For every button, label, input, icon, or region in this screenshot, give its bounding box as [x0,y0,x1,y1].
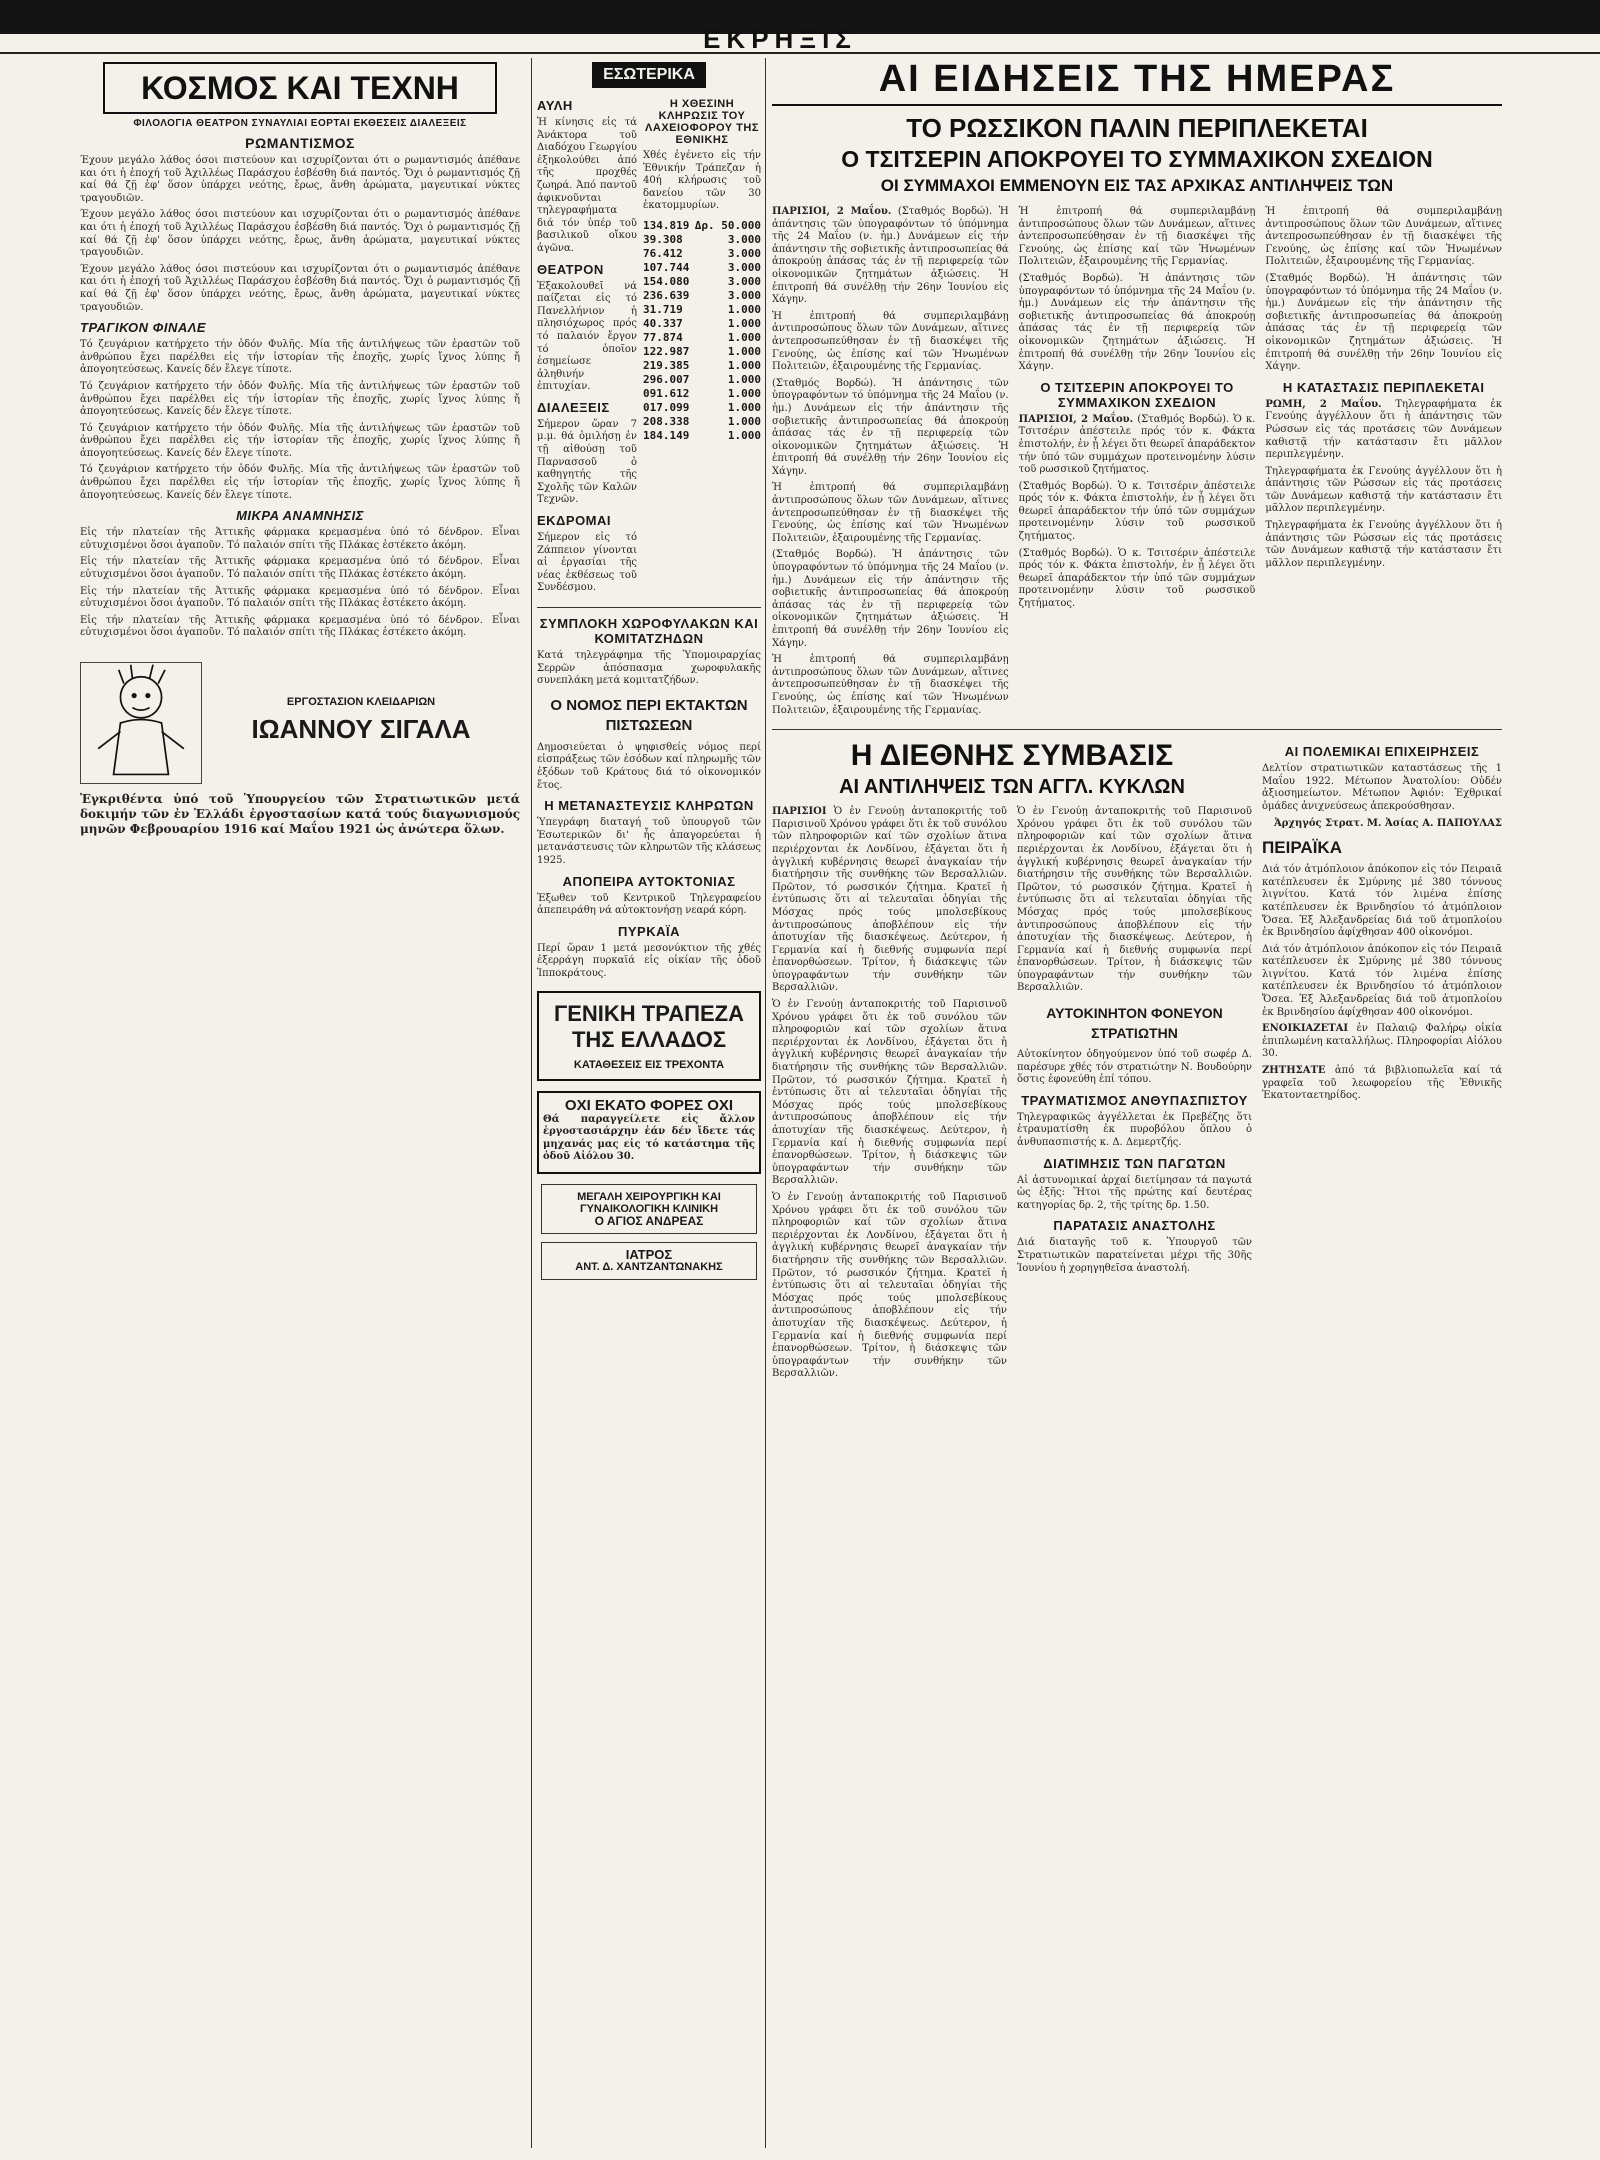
article-body-small-memory-cont: Εἰς τήν πλατείαν τῆς Ἀττικῆς φάρμακα κρεμασμένα ὑπό τό δένδρον. Εἶναι εὐτυχισμένοι ὅσοι ἀγαποῦν. Τό παλαιόν σπίτι τῆς Πλάκας ἐστέκετο ἀκόμη. [80,585,520,610]
lottery-row [643,415,761,429]
lottery-prize: 1.000 [727,344,761,358]
news-body-cont: (Σταθμός Βορδώ). Ἡ ἀπάντησις τῶν ὑπογραφόντων τό ὑπόμνημα τῆς 24 Μαΐου (ν. ἡμ.) Δυνάμεων εἰς τήν ἀπάντησιν τῆς σοβιετικῆς ἀντιπροσωπείας θά ἀποκρούῃ ἀπάσας τάς ἐν τῇ περιφερείᾳ τῶν οἰκονομικῶν ζητημάτων ἀξιώσεις. Ἡ ἐπιτροπή θά συνέλθῃ τήν 26ην Ἰουνίου εἰς Χάγην. [772,549,1009,649]
headline-chicherin: Ο ΤΣΙΤΣΕΡΙΝ ΑΠΟΚΡΟΥΕΙ ΤΟ ΣΥΜΜΑΧΙΚΟΝ ΣΧΕΔΙΟΝ [841,146,1433,172]
lottery-number: 236.639 [643,288,690,302]
doctor-ad-name: ΑΝΤ. Δ. ΧΑΝΤΖΑΝΤΩΝΑΚΗΣ [575,1260,723,1273]
article-title-romanticism: ΡΩΜΑΝΤΙΣΜΟΣ [245,135,355,151]
article-body-tragic-finale-cont: Τό ζευγάριον κατήρχετο τήν ὁδόν Φυλῆς. Μία τῆς ἀντιλήψεως τῶν ἐραστῶν τοῦ ἀνθρώπου ἔχει παρέλθει εἰς τήν ἱστορίαν τῆς ἐποχῆς, χωρίς ἴχνος λύπης ἤ ἀπογοητεύσεως. Κανείς δέν ἔλεγε τίποτε. [80,380,520,418]
law-title: Ο ΝΟΜΟΣ ΠΕΡΙ ΕΚΤΑΚΤΩΝ ΠΙΣΤΩΣΕΩΝ [550,696,748,734]
news-body-cont: (Σταθμός Βορδώ). Ἡ ἀπάντησις τῶν ὑπογραφόντων τό ὑπόμνημα τῆς 24 Μαΐου (ν. ἡμ.) Δυνάμεων εἰς τήν ἀπάντησιν τῆς σοβιετικῆς ἀντιπροσωπείας θά ἀποκρούῃ ἀπάσας τάς ἐν τῇ περιφερείᾳ τῶν οἰκονομικῶν ζητημάτων ἀξιώσεις. Ἡ ἐπιτροπή θά συνέλθῃ τήν 26ην Ἰουνίου εἰς Χάγην. [1018,272,1256,373]
for-rent-title: ΕΝΟΙΚΙΑΖΕΤΑΙ [1262,1023,1349,1035]
lottery-prize: 1.000 [727,302,761,316]
military-ops-title: ΑΙ ΠΟΛΕΜΙΚΑΙ ΕΠΙΧΕΙΡΗΣΕΙΣ [1284,744,1480,760]
theatre-title: ΘΕΑΤΡΟΝ [537,261,604,277]
theatre-body: Ἐξακολουθεῖ νά παίζεται εἰς τό Πανελλήνιον ἡ πλησιόχωρος πρός τό παλαιόν ἔργον τό ὁποῖον ἐσημείωσε ἀληθινήν ἐπιτυχίαν. [537,280,637,393]
lottery-prize: 1.000 [727,400,761,414]
article-body-small-memory-cont: Εἰς τήν πλατείαν τῆς Ἀττικῆς φάρμακα κρεμασμένα ὑπό τό δένδρον. Εἶναι εὐτυχισμένοι ὅσοι ἀγαποῦν. Τό παλαιόν σπίτι τῆς Πλάκας ἐστέκετο ἀκόμη. [80,614,520,639]
lottery-row [643,429,761,443]
news-body: Ὁ ἐν Γενούῃ ἀνταποκριτής τοῦ Παρισινοῦ Χρόνου γράφει ὅτι ἐκ τοῦ συνόλου τῶν πληροφοριῶν καί τῶν σχολίων ἅτινα περιέρχονται ἐκ Λονδίνου, ἐξάγεται ὅτι ἡ ἀγγλική κυβέρνησις θεωρεῖ ἀναγκαίαν τήν διατήρησιν τῆς συνθήκης τῶν Βερσαλλιῶν. Πρῶτον, τό ρωσσικόν ζήτημα. Κρατεῖ ἡ ἐντύπωσις ὅτι αἱ τελευταῖαι ὁδηγίαι τῆς Μόσχας πρός τούς μπολσεβίκους ἀντιπροσώπους ἀποβλέπουν εἰς τήν ἀποτυχίαν τῆς διασκέψεως. Δεύτερον, ἡ Γερμανία καί ἡ διεθνής συμφωνία περί ἐπανορθώσεων. Τρίτον, ἡ διάσκεψις τῶν ὑπογραφάντων τήν συνθήκην τῶν Βερσαλλιῶν. [772,806,1007,994]
lottery-number: 134.819 [643,218,690,232]
bank-ad [537,991,761,1081]
lottery-row [643,289,761,303]
court-news-body: Ἡ κίνησις εἰς τά Ἀνάκτορα τοῦ Διαδόχου Γεωργίου ἐξηκολούθει ἀπό τῆς προχθές ζωηρά. Ἀπό παντοῦ ἀφικνοῦνται τηλεγραφήματα διά τόν ὑπέρ τοῦ βασιλικοῦ οἴκου ἀγῶνα. [537,117,637,254]
lottery-row [643,359,761,373]
lottery-number: 091.612 [643,386,690,400]
fires-title: ΠΥΡΚΑΪΑ [617,923,680,939]
dateline: ΠΑΡΙΣΙΟΙ, 2 Μαΐου. [772,206,892,217]
divider [537,607,761,608]
subhead-situation: Η ΚΑΤΑΣΤΑΣΙΣ ΠΕΡΙΠΛΕΚΕΤΑΙ [1282,379,1485,395]
lottery-row [643,387,761,401]
lock-ad-text: Ἐγκριθέντα ὑπό τοῦ Ὑπουργείου τῶν Στρατιωτικῶν μετά δοκιμήν τῶν ἐν Ἑλλάδι ἐργοστασίων κατά τούς διαγωνισμούς μηνῶν Φεβρουαρίου 1916 καί Μαΐου 1921 ὡς ἀνώτερα ὅλων. [80,792,520,836]
no-ad-body: Θά παραγγείλετε εἰς ἄλλον ἐργοστασιάρχην ἐάν δέν ἴδετε τάς μηχανάς μας εἰς τό κατάστημα τῆς ὁδοῦ Αἰόλου 30. [543,1113,755,1163]
law-body: Δημοσιεύεται ὁ ψηφισθείς νόμος περί εἰσπράξεως τῶν ἐσόδων καί πληρωμῆς τῶν ἐξόδων τοῦ Κράτους διά τό οἰκονομικόν ἔτος. [537,741,761,791]
headline-russian-issue: ΤΟ ΡΩΣΣΙΚΟΝ ΠΑΛΙΝ ΠΕΡΙΠΛΕΚΕΤΑΙ [906,113,1368,143]
domestic-column [537,58,761,2148]
lottery-number: 154.080 [643,274,690,288]
wanted-title: ΖΗΤΗΣΑΤΕ [1262,1065,1326,1077]
lottery-number: 107.744 [643,260,690,274]
lock-ad-firm: ΕΡΓΟΣΤΑΣΙΟΝ ΚΛΕΙΔΑΡΙΩΝ [286,695,436,708]
culture-column [80,58,520,2148]
lottery-prize: 3.000 [727,288,761,302]
suicide-title: ΑΠΟΠΕΙΡΑ ΑΥΤΟΚΤΟΝΙΑΣ [562,873,736,889]
news-body-cont: Ἡ ἐπιτροπή θά συμπεριλαμβάνῃ ἀντιπροσώπους ὅλων τῶν Δυνάμεων, αἵτινες ἀντεπροσωπεύθησαν ἐν τῇ διασκέψει τῆς Γενούης, ὡς ἐπίσης καί τῶν Ἡνωμένων Πολιτειῶν, ἐξαιρουμένης τῆς Γερμανίας. [772,654,1009,716]
lottery-prize: 1.000 [727,316,761,330]
headline-english-circles: ΑΙ ΑΝΤΙΛΗΨΕΙΣ ΤΩΝ ΑΓΓΛ. ΚΥΚΛΩΝ [839,776,1185,799]
clinic-ad [541,1184,757,1234]
lottery-row [643,233,761,247]
article-body-tragic-finale: Τό ζευγάριον κατήρχετο τήν ὁδόν Φυλῆς. Μία τῆς ἀντιλήψεως τῶν ἐραστῶν τοῦ ἀνθρώπου ἔχει παρέλθει εἰς τήν ἱστορίαν τῆς ἐποχῆς, χωρίς ἴχνος λύπης ἤ ἀπογοητεύσεως. Κανείς δέν ἔλεγε τίποτε. [80,339,520,376]
lottery-prize: 3.000 [727,274,761,288]
lottery-row [643,401,761,415]
news-body-cont: Τηλεγραφήματα ἐκ Γενούης ἀγγέλλουν ὅτι ἡ ἀπάντησις τῶν Ρώσσων εἰς τάς προτάσεις τῶν Δυνάμεων καθιστᾷ τήν κατάστασιν ἔτι μᾶλλον περιπλεγμένην. [1265,520,1502,569]
lottery-number: 296.007 [643,372,690,386]
lectures-body: Σήμερον ὥραν 7 μ.μ. θά ὁμιλήσῃ ἐν τῇ αἰθούσῃ τοῦ Παρνασσοῦ ὁ καθηγητής τῆς Σχολῆς τῶν Καλῶν Τεχνῶν. [537,418,637,506]
lottery-prize: 1.000 [727,358,761,372]
news-body-cont: Ἡ ἐπιτροπή θά συμπεριλαμβάνῃ ἀντιπροσώπους ὅλων τῶν Δυνάμεων, αἵτινες ἀντεπροσωπεύθησαν ἐν τῇ διασκέψει τῆς Γενούης, ὡς ἐπίσης καί τῶν Ἡνωμένων Πολιτειῶν, ἐξαιρουμένης τῆς Γερμανίας. [1265,206,1502,268]
culture-section-kicker: ΦΙΛΟΛΟΓΙΑ ΘΕΑΤΡΟΝ ΣΥΝΑΥΛΙΑΙ ΕΟΡΤΑΙ ΕΚΘΕΣΕΙΣ ΔΙΑΛΕΞΕΙΣ [133,118,467,129]
article-body-tragic-finale-cont: Τό ζευγάριον κατήρχετο τήν ὁδόν Φυλῆς. Μία τῆς ἀντιλήψεως τῶν ἐραστῶν τοῦ ἀνθρώπου ἔχει παρέλθει εἰς τήν ἱστορίαν τῆς ἐποχῆς, χωρίς ἴχνος λύπης ἤ ἀπογοητεύσεως. Κανείς δέν ἔλεγε τίποτε. [80,422,520,459]
conscript-body: Ὑπεγράφη διαταγή τοῦ ὑπουργοῦ τῶν Ἐσωτερικῶν δι' ἧς ἀπαγορεύεται ἡ μετανάστευσις τῶν κληρωτῶν τῆς κλάσεως 1925. [537,817,761,866]
lock-ad-name: ΙΩΑΝΝΟΥ ΣΙΓΑΛΑ [251,713,471,744]
column-separator [531,58,532,2148]
article-body-small-memory-cont: Εἰς τήν πλατείαν τῆς Ἀττικῆς φάρμακα κρεμασμένα ὑπό τό δένδρον. Εἶναι εὐτυχισμένοι ὅσοι ἀγαποῦν. Τό παλαιόν σπίτι τῆς Πλάκας ἐστέκετο ἀκόμη. [80,556,520,581]
news-body-cont: Ὁ ἐν Γενούῃ ἀνταποκριτής τοῦ Παρισινοῦ Χρόνου γράφει ὅτι ἐκ τοῦ συνόλου τῶν πληροφοριῶν καί τῶν σχολίων ἅτινα περιέρχονται ἐκ Λονδίνου, ἐξάγεται ὅτι ἡ ἀγγλική κυβέρνησις θεωρεῖ ἀναγκαίαν τήν διατήρησιν τῆς συνθήκης τῶν Βερσαλλιῶν. Πρῶτον, τό ρωσσικόν ζήτημα. Κρατεῖ ἡ ἐντύπωσις ὅτι αἱ τελευταῖαι ὁδηγίαι τῆς Μόσχας πρός τούς μπολσεβίκους ἀντιπροσώπους ἀποβλέπουν εἰς τήν ἀποτυχίαν τῆς διασκέψεως. Δεύτερον, ἡ Γερμανία καί ἡ διεθνής συμφωνία περί ἐπανορθώσεων. Τρίτον, ἡ διάσκεψις τῶν ὑπογραφάντων τήν συνθήκην τῶν Βερσαλλιῶν. [772,999,1007,1187]
lottery-row [643,331,761,345]
news-body: (Σταθμός Βορδώ). Ἡ ἀπάντησις τῶν ὑπογραφόντων τό ὑπόμνημα τῆς 24 Μαΐου (ν. ἡμ.) Δυνάμεων εἰς τήν ἀπάντησιν τῆς σοβιετικῆς ἀντιπροσωπείας θά ἀποκρούῃ ἀπάσας τάς ἐν τῇ περιφερείᾳ τῶν οἰκονομικῶν ζητημάτων ἀξιώσεις. Ἡ ἐπιτροπή θά συνέλθῃ τήν 26ην Ἰουνίου εἰς Χάγην. [772,206,1009,306]
article-body-tragic-finale-cont: Τό ζευγάριον κατήρχετο τήν ὁδόν Φυλῆς. Μία τῆς ἀντιλήψεως τῶν ἐραστῶν τοῦ ἀνθρώπου ἔχει παρέλθει εἰς τήν ἱστορίαν τῆς ἐποχῆς, χωρίς ἴχνος λύπης ἤ ἀπογοητεύσεως. Κανείς δέν ἔλεγε τίποτε. [80,464,520,501]
news-body-cont: (Σταθμός Βορδώ). Ἡ ἀπάντησις τῶν ὑπογραφόντων τό ὑπόμνημα τῆς 24 Μαΐου (ν. ἡμ.) Δυνάμεων εἰς τήν ἀπάντησιν τῆς σοβιετικῆς ἀντιπροσωπείας θά ἀποκρούῃ ἀπάσας τάς ἐν τῇ περιφερείᾳ τῶν οἰκονομικῶν ζητημάτων ἀξιώσεις. Ἡ ἐπιτροπή θά συνέλθῃ τήν 26ην Ἰουνίου εἰς Χάγην. [1265,272,1502,373]
article-body-romanticism-cont: Έχουν μεγάλο λάθος όσοι πιστεύουν και ισχυρίζονται ότι ο ρωμαντισμός ἀπέθανε και ότι ἡ ἐποχή τοῦ Ἀχιλλέως Παράσχου ἐσβέσθη διά παντός. Ὄχι ὁ ρωμαντισμός ζῇ καί θά ζῇ ἐφ' ὅσον ὑπάρχει νεότης, ἔρως, ἄνθη ἀρώματα, μαγευτικαί νύκτες τραγουδιῶν. [80,263,520,313]
lottery-number: 39.308 [643,232,683,246]
news-bottom-columns [772,738,1502,1385]
news-column [772,58,1502,2148]
masthead-rule [0,52,1600,54]
subhead-chicherin: Ο ΤΣΙΤΣΕΡΙΝ ΑΠΟΚΡΟΥΕΙ ΤΟ ΣΥΜΜΑΧΙΚΟΝ ΣΧΕΔΙΟΝ [1040,379,1234,410]
cartoon-figure-icon [80,662,202,784]
lottery-title: Η ΧΘΕΣΙΝΗ ΚΛΗΡΩΣΙΣ ΤΟΥ ΛΑΧΕΙΟΦΟΡΟΥ ΤΗΣ ΕΘΝΙΚΗΣ [645,98,759,146]
for-rent-body: ἐν Παλαιῷ Φαλήρῳ οἰκία ἐπιπλωμένη καταλλήλως. Πληροφορίαι Αἰόλου 30. [1262,1023,1502,1060]
lottery-number: 122.987 [643,344,690,358]
article-body-romanticism: Έχουν μεγάλο λάθος όσοι πιστεύουν και ισχυρίζονται ότι ο ρωμαντισμός ἀπέθανε και ότι ἡ ἐποχή τοῦ Ἀχιλλέως Παράσχου ἐσβέσθη διά παντός. Ὄχι ὁ ρωμαντισμός ζῇ καί θά ζῇ ἐφ' ὅσον ὑπάρχει νεότης, ἔρως, ἄνθη ἀρώματα, μαγευτικαί νύκτες τραγουδιῶν. [80,155,520,204]
car-kills-soldier-body: Αὐτοκίνητον ὁδηγούμενον ὑπό τοῦ σωφέρ Δ. παρέσυρε χθές τόν στρατιώτην Ν. Βουδούρην ὅστις ἐφονεύθη ἐπί τόπου. [1017,1049,1252,1086]
lottery-number: 184.149 [643,428,690,442]
military-ops-body: Δελτίον στρατιωτικῶν καταστάσεως τῆς 1 Μαΐου 1922. Μέτωπον Ἀνατολίου: Οὐδέν ἀξιοσημείωτον. Μέτωπον Ἀφιόν: Ἐχθρικαί ὁμάδες ἀνιχνεύσεως ἀπεκρούσθησαν. [1262,763,1502,812]
lottery-prize: Δρ. 50.000 [694,218,761,232]
lottery-number: 40.337 [643,316,683,330]
clash-body: Κατά τηλεγράφημα τῆς Ὑπομοιραρχίας Σερρῶν ἀπόσπασμα χωροφυλακῆς συνεπλάκη μετά κομιτατζήδων. [537,650,761,687]
headline-allies: ΟΙ ΣΥΜΜΑΧΟΙ ΕΜΜΕΝΟΥΝ ΕΙΣ ΤΑΣ ΑΡΧΙΚΑΣ ΑΝΤΙΛΗΨΕΙΣ ΤΩΝ [880,176,1394,195]
lottery-number: 208.338 [643,414,690,428]
dateline: ΠΑΡΙΣΙΟΙ [772,806,827,818]
divider [772,729,1502,730]
lottery-row [643,247,761,261]
lottery-prize: 1.000 [727,428,761,442]
conscript-title: Η ΜΕΤΑΝΑΣΤΕΥΣΙΣ ΚΛΗΡΩΤΩΝ [544,798,754,814]
news-top-columns [772,206,1502,721]
extension-body: Διά διαταγῆς τοῦ κ. Ὑπουργοῦ τῶν Στρατιωτικῶν παρατείνεται μέχρι τῆς 30ῆς Ἰουνίου ἡ χορηγηθεῖσα ἀναστολή. [1017,1237,1252,1274]
injury-body: Τηλεγραφικῶς ἀγγέλλεται ἐκ Πρεβέζης ὅτι ἐτραυματίσθη ἐκ πυροβόλου ὅπλου ὁ ἀνθυπασπιστής κ. Δ. Δεμερτζής. [1017,1111,1252,1149]
lottery-row [643,219,761,233]
lottery-prize: 1.000 [727,386,761,400]
lottery-row [643,373,761,387]
wanted-body: ἀπό τά βιβλιοπωλεῖα καί τά γραφεῖα τοῦ λεωφορείου τῆς Ἐθνικῆς Ἐκατονταετηρίδος. [1262,1065,1502,1102]
lectures-title: ΔΙΑΛΕΞΕΙΣ [537,399,610,415]
news-body-cont: (Σταθμός Βορδώ). Ὁ κ. Τσιτσέριν ἀπέστειλε πρός τόν κ. Φάκτα ἐπιστολήν, ἐν ᾗ λέγει ὅτι θεωρεῖ ἀπαράδεκτον τήν ὑπό τῶν συμμάχων προτεινομένην λύσιν τοῦ ρωσσικοῦ ζητήματος. [1018,480,1256,543]
headline-convention: Η ΔΙΕΘΝΗΣ ΣΥΜΒΑΣΙΣ [850,739,1174,773]
ice-cream-prices-title: ΔΙΑΤΙΜΗΣΙΣ ΤΩΝ ΠΑΓΩΤΩΝ [1043,1155,1226,1171]
news-body: Τηλεγραφήματα ἐκ Γενούης ἀγγέλλουν ὅτι ἡ ἀπάντησις τῶν Ρώσσων εἰς τάς προτάσεις τῶν Δυνάμεων καθιστᾷ τήν κατάστασιν ἔτι μᾶλλον περιπλεγμένην. [1265,398,1502,461]
bank-ad-title: ΓΕΝΙΚΗ ΤΡΑΠΕΖΑ ΤΗΣ ΕΛΛΑΔΟΣ [553,1000,745,1052]
news-body-cont: Τηλεγραφήματα ἐκ Γενούης ἀγγέλλουν ὅτι ἡ ἀπάντησις τῶν Ρώσσων εἰς τάς προτάσεις τῶν Δυνάμεων καθιστᾷ τήν κατάστασιν ἔτι μᾶλλον περιπλεγμένην. [1265,465,1502,515]
doctor-ad-title: ΙΑΤΡΟΣ [625,1246,673,1262]
news-body-cont: Ἡ ἐπιτροπή θά συμπεριλαμβάνῃ ἀντιπροσώπους ὅλων τῶν Δυνάμεων, αἵτινες ἀντεπροσωπεύθησαν ἐν τῇ διασκέψει τῆς Γενούης, ὡς ἐπίσης καί τῶν Ἡνωμένων Πολιτειῶν, ἐξαιρουμένης τῆς Γερμανίας. [1018,206,1256,268]
dateline: ΠΑΡΙΣΙΟΙ, 2 Μαΐου. [1018,413,1134,425]
article-title-tragic-finale: ΤΡΑΓΙΚΟΝ ΦΙΝΑΛΕ [80,320,207,336]
no-ad [537,1091,761,1174]
lottery-prize: 3.000 [727,232,761,246]
lottery-prize: 1.000 [727,330,761,344]
lottery-prize: 3.000 [727,260,761,274]
news-body-cont: (Σταθμός Βορδώ). Ἡ ἀπάντησις τῶν ὑπογραφόντων τό ὑπόμνημα τῆς 24 Μαΐου (ν. ἡμ.) Δυνάμεων εἰς τήν ἀπάντησιν τῆς σοβιετικῆς ἀντιπροσωπείας θά ἀποκρούῃ ἀπάσας τάς ἐν τῇ περιφερείᾳ τῶν οἰκονομικῶν ζητημάτων ἀξιώσεις. Ἡ ἐπιτροπή θά συνέλθῃ τήν 26ην Ἰουνίου εἰς Χάγην. [772,377,1009,477]
fires-body: Περί ὥραν 1 μετά μεσονύκτιον τῆς χθές ἐξερράγη πυρκαϊά εἰς οἰκίαν τῆς ὁδοῦ Ἱπποκράτους. [537,942,761,979]
lottery-number: 017.099 [643,400,690,414]
no-ad-title: ΟΧΙ ΕΚΑΤΟ ΦΟΡΕΣ ΟΧΙ [564,1096,734,1114]
news-body: (Σταθμός Βορδώ). Ὁ κ. Τσιτσέριν ἀπέστειλε πρός τόν κ. Φάκτα ἐπιστολήν, ἐν ᾗ λέγει ὅτι θεωρεῖ ἀπαράδεκτον τήν ὑπό τῶν συμμάχων προτεινομένην λύσιν τοῦ ρωσσικοῦ ζητήματος. [1018,413,1256,476]
extension-title: ΠΑΡΑΤΑΣΙΣ ΑΝΑΣΤΟΛΗΣ [1053,1218,1216,1234]
ice-cream-prices-body: Αἱ ἀστυνομικαί ἀρχαί διετίμησαν τά παγωτά ὡς ἑξῆς: Ἥτοι τῆς πρώτης καί δευτέρας κατηγορίας δρ. 2, τῆς τρίτης δρ. 1.50. [1017,1174,1252,1211]
doctor-ad [541,1242,757,1280]
car-kills-soldier-title: ΑΥΤΟΚΙΝΗΤΟΝ ΦΟΝΕΥΟΝ ΣΤΡΑΤΙΩΤΗΝ [1046,1005,1223,1042]
lottery-prize: 1.000 [727,414,761,428]
lottery-intro: Χθές ἐγένετο εἰς τήν Ἐθνικήν Τράπεζαν ἡ 40ή κλήρωσις τοῦ δανείου τῶν 30 ἑκατομμυρίων. [643,150,761,212]
news-body-cont: Ἡ ἐπιτροπή θά συμπεριλαμβάνῃ ἀντιπροσώπους ὅλων τῶν Δυνάμεων, αἵτινες ἀντεπροσωπεύθησαν ἐν τῇ διασκέψει τῆς Γενούης, ὡς ἐπίσης καί τῶν Ἡνωμένων Πολιτειῶν, ἐξαιρουμένης τῆς Γερμανίας. [772,310,1009,373]
lottery-number: 77.874 [643,330,683,344]
news-body-cont: Ἡ ἐπιτροπή θά συμπεριλαμβάνῃ ἀντιπροσώπους ὅλων τῶν Δυνάμεων, αἵτινες ἀντεπροσωπεύθησαν ἐν τῇ διασκέψει τῆς Γενούης, ὡς ἐπίσης καί τῶν Ἡνωμένων Πολιτειῶν, ἐξαιρουμένης τῆς Γερμανίας. [772,482,1009,544]
military-ops-signature: Ἀρχηγός Στρατ. Μ. Ἀσίας Α. ΠΑΠΟΥΛΑΣ [1273,817,1502,829]
lock-ad [80,654,520,792]
clash-title: ΣΥΜΠΛΟΚΗ ΧΩΡΟΦΥΛΑΚΩΝ ΚΑΙ ΚΟΜΙΤΑΤΖΗΔΩΝ [539,616,759,646]
lottery-number: 76.412 [643,246,683,260]
clinic-ad-title: ΜΕΓΑΛΗ ΧΕΙΡΟΥΡΓΙΚΗ ΚΑΙ ΓΥΝΑΙΚΟΛΟΓΙΚΗ ΚΛΙΝΙΚΗ [577,1190,721,1215]
injury-title: ΤΡΑΥΜΑΤΙΣΜΟΣ ΑΝΘΥΠΑΣΠΙΣΤΟΥ [1021,1092,1248,1108]
column-separator [765,58,766,2148]
court-news-title: ΑΥΛΗ [537,98,573,113]
lottery-results-list [643,219,761,443]
lottery-row [643,345,761,359]
excursions-body: Σήμερον εἰς τό Ζάππειον γίνονται αἱ ἐργασίαι τῆς νέας ἐκθέσεως τοῦ Συνδέσμου. [537,532,637,594]
article-body-small-memory: Εἰς τήν πλατείαν τῆς Ἀττικῆς φάρμακα κρεμασμένα ὑπό τό δένδρον. Εἶναι εὐτυχισμένοι ὅσοι ἀγαποῦν. Τό παλαιόν σπίτι τῆς Πλάκας ἐστέκετο ἀκόμη. [80,527,520,551]
news-section-title: ΑΙ ΕΙΔΗΣΕΙΣ ΤΗΣ ΗΜΕΡΑΣ [772,58,1502,106]
newspaper-masthead: ΕΚΡΗΞΙΣ [703,28,857,50]
lottery-row [643,317,761,331]
clinic-ad-name: Ο ΑΓΙΟΣ ΑΝΔΡΕΑΣ [594,1213,704,1228]
lottery-row [643,303,761,317]
news-body-cont: Ὁ ἐν Γενούῃ ἀνταποκριτής τοῦ Παρισινοῦ Χρόνου γράφει ὅτι ἐκ τοῦ συνόλου τῶν πληροφοριῶν καί τῶν σχολίων ἅτινα περιέρχονται ἐκ Λονδίνου, ἐξάγεται ὅτι ἡ ἀγγλική κυβέρνησις θεωρεῖ ἀναγκαίαν τήν διατήρησιν τῆς συνθήκης τῶν Βερσαλλιῶν. Πρῶτον, τό ρωσσικόν ζήτημα. Κρατεῖ ἡ ἐντύπωσις ὅτι αἱ τελευταῖαι ὁδηγίαι τῆς Μόσχας πρός τούς μπολσεβίκους ἀντιπροσώπους ἀποβλέπουν εἰς τήν ἀποτυχίαν τῆς διασκέψεως. Δεύτερον, ἡ Γερμανία καί ἡ διεθνής συμφωνία περί ἐπανορθώσεων. Τρίτον, ἡ διάσκεψις τῶν ὑπογραφάντων τήν συνθήκην τῶν Βερσαλλιῶν. [772,1191,1007,1380]
excursions-title: ΕΚΔΡΟΜΑΙ [537,513,612,529]
bank-ad-subtitle: ΚΑΤΑΘΕΣΕΙΣ ΕΙΣ ΤΡΕΧΟΝΤΑ [573,1058,725,1071]
piraeus-body-cont: Διά τόν ἀτμόπλοιον ἀπόκοπον εἰς τόν Πειραιᾶ κατέπλευσεν ἐκ Σμύρνης μέ 380 τόννους λιγνίτου. Κατά τόν λιμένα ἐπίσης κατέπλευσεν ἐκ Βρινδησίου τό ἀτμόπλοιον Ὄσεα. Ἐξ Ἀλεξανδρείας διά τοῦ ἀτμοπλοίου ἐκ Βρινδησίου ἀφίχθησαν 400 οἰκονόμοι. [1262,943,1502,1018]
culture-section-title: ΚΟΣΜΟΣ ΚΑΙ ΤΕΧΝΗ [103,62,497,114]
lottery-prize: 3.000 [727,246,761,260]
piraeus-body: Διά τόν ἀτμόπλοιον ἀπόκοπον εἰς τόν Πειραιᾶ κατέπλευσεν ἐκ Σμύρνης μέ 380 τόννους λιγνίτου. Κατά τόν λιμένα ἐπίσης κατέπλευσεν ἐκ Βρινδησίου τό ἀτμόπλοιον Ὄσεα. Ἐξ Ἀλεξανδρείας διά τοῦ ἀτμοπλοίου ἐκ Βρινδησίου ἀφίχθησαν 400 οἰκονόμοι. [1262,864,1502,939]
lottery-number: 31.719 [643,302,683,316]
suicide-body: Ἐξωθεν τοῦ Κεντρικοῦ Τηλεγραφείου ἀπεπειράθη νά αὐτοκτονήσῃ νεαρά κόρη. [537,892,761,917]
lottery-number: 219.385 [643,358,690,372]
piraeus-title: ΠΕΙΡΑΪΚΑ [1262,838,1342,858]
article-title-small-memory: ΜΙΚΡΑ ΑΝΑΜΝΗΣΙΣ [236,508,364,524]
lottery-row [643,261,761,275]
dateline: ΡΩΜΗ, 2 Μαΐου. [1265,398,1382,410]
lottery-row [643,275,761,289]
domestic-section-title: ΕΣΩΤΕΡΙΚΑ [592,62,706,88]
news-body-cont: Ὁ ἐν Γενούῃ ἀνταποκριτής τοῦ Παρισινοῦ Χρόνου γράφει ὅτι ἐκ τοῦ συνόλου τῶν πληροφοριῶν καί τῶν σχολίων ἅτινα περιέρχονται ἐκ Λονδίνου, ἐξάγεται ὅτι ἡ ἀγγλική κυβέρνησις θεωρεῖ ἀναγκαίαν τήν διατήρησιν τῆς συνθήκης τῶν Βερσαλλιῶν. Πρῶτον, τό ρωσσικόν ζήτημα. Κρατεῖ ἡ ἐντύπωσις ὅτι αἱ τελευταῖαι ὁδηγίαι τῆς Μόσχας πρός τούς μπολσεβίκους ἀντιπροσώπους ἀποβλέπουν εἰς τήν ἀποτυχίαν τῆς διασκέψεως. Δεύτερον, ἡ Γερμανία καί ἡ διεθνής συμφωνία περί ἐπανορθώσεων. Τρίτον, ἡ διάσκεψις τῶν ὑπογραφάντων τήν συνθήκην τῶν Βερσαλλιῶν. [1017,806,1252,994]
article-body-romanticism-cont: Έχουν μεγάλο λάθος όσοι πιστεύουν και ισχυρίζονται ότι ο ρωμαντισμός ἀπέθανε και ότι ἡ ἐποχή τοῦ Ἀχιλλέως Παράσχου ἐσβέσθη διά παντός. Ὄχι ὁ ρωμαντισμός ζῇ καί θά ζῇ ἐφ' ὅσον ὑπάρχει νεότης, ἔρως, ἄνθη ἀρώματα, μαγευτικαί νύκτες τραγουδιῶν. [80,209,520,259]
news-body-cont: (Σταθμός Βορδώ). Ὁ κ. Τσιτσέριν ἀπέστειλε πρός τόν κ. Φάκτα ἐπιστολήν, ἐν ᾗ λέγει ὅτι θεωρεῖ ἀπαράδεκτον τήν ὑπό τῶν συμμάχων προτεινομένην λύσιν τοῦ ρωσσικοῦ ζητήματος. [1018,547,1256,610]
lottery-prize: 1.000 [727,372,761,386]
